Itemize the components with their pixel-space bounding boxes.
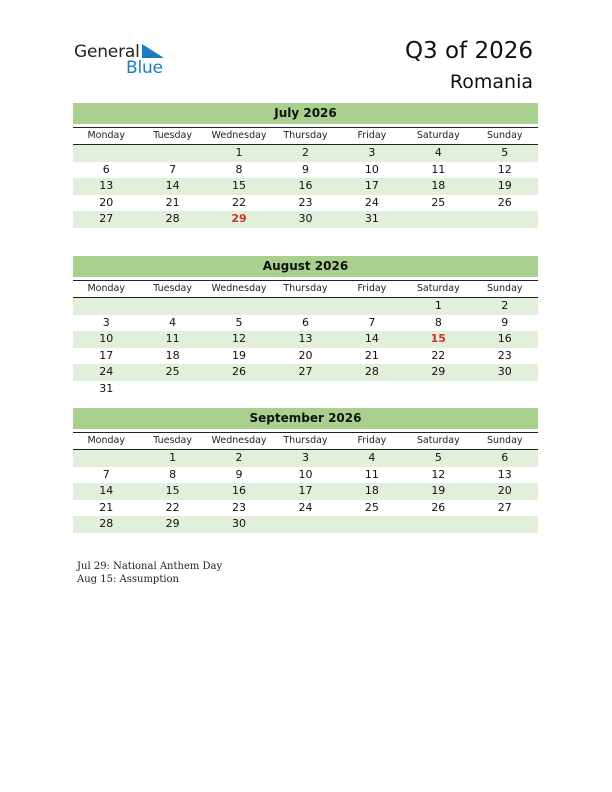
day-cell: 8 bbox=[169, 467, 177, 481]
day-cell bbox=[139, 145, 205, 162]
day-cell bbox=[139, 381, 205, 398]
month-calendar-july bbox=[73, 103, 538, 228]
week-row bbox=[73, 331, 538, 348]
logo-text-general: General bbox=[74, 42, 140, 62]
weekday-header-row bbox=[73, 127, 538, 145]
day-cell: 7 bbox=[368, 315, 376, 329]
weekday-label: Friday bbox=[357, 435, 387, 446]
logo-text-blue: Blue bbox=[126, 58, 163, 78]
day-cell: 25 bbox=[431, 195, 446, 209]
day-cell: 3 bbox=[102, 315, 110, 329]
day-cell: 16 bbox=[497, 332, 512, 345]
weekday-label: Wednesday bbox=[211, 435, 267, 446]
day-cell: 28 bbox=[99, 517, 114, 530]
weekday-label: Monday bbox=[87, 283, 125, 294]
week-row bbox=[73, 178, 538, 195]
weekday-header-row bbox=[73, 432, 538, 450]
day-cell: 6 bbox=[301, 315, 309, 329]
day-cell bbox=[272, 381, 338, 398]
weekday-label: Saturday bbox=[416, 283, 460, 294]
week-row bbox=[73, 364, 538, 381]
day-cell: 12 bbox=[497, 162, 512, 176]
day-cell: 24 bbox=[298, 500, 313, 514]
week-row bbox=[73, 381, 538, 398]
day-cell: 2 bbox=[301, 146, 309, 159]
weekday-label: Wednesday bbox=[211, 283, 267, 294]
day-cell: 7 bbox=[102, 467, 110, 481]
day-cell: 9 bbox=[301, 162, 309, 176]
day-cell: 2 bbox=[235, 451, 243, 464]
day-cell: 4 bbox=[169, 315, 177, 329]
week-row bbox=[73, 348, 538, 365]
day-cell: 17 bbox=[99, 348, 114, 362]
day-cell: 26 bbox=[431, 500, 446, 514]
day-cell: 18 bbox=[431, 179, 446, 192]
day-cell: 5 bbox=[501, 146, 509, 159]
day-cell: 17 bbox=[298, 484, 313, 497]
day-cell: 30 bbox=[497, 365, 512, 378]
day-cell bbox=[73, 145, 139, 162]
day-cell bbox=[272, 298, 338, 315]
day-cell: 3 bbox=[301, 451, 309, 464]
week-row bbox=[73, 298, 538, 315]
day-cell: 22 bbox=[232, 195, 247, 209]
month-calendar-september bbox=[73, 408, 538, 533]
month-calendar-august bbox=[73, 256, 538, 397]
weekday-label: Thursday bbox=[283, 283, 328, 294]
day-cell: 15 bbox=[232, 179, 247, 192]
day-cell: 11 bbox=[431, 162, 446, 176]
day-cell bbox=[339, 381, 405, 398]
day-cell bbox=[472, 381, 538, 398]
weekday-label: Sunday bbox=[486, 435, 523, 446]
day-cell: 21 bbox=[165, 195, 180, 209]
day-cell: 31 bbox=[364, 212, 379, 225]
week-row bbox=[73, 450, 538, 467]
day-cell: 25 bbox=[165, 365, 180, 378]
day-cell: 6 bbox=[102, 162, 110, 176]
day-cell: 9 bbox=[501, 315, 509, 329]
week-row bbox=[73, 195, 538, 212]
day-cell: 2 bbox=[501, 299, 509, 312]
day-cell bbox=[206, 381, 272, 398]
logo bbox=[74, 42, 174, 78]
day-cell: 10 bbox=[99, 332, 114, 345]
day-cell: 11 bbox=[165, 332, 180, 345]
day-cell: 24 bbox=[364, 195, 379, 209]
day-cell: 14 bbox=[99, 484, 114, 497]
day-cell: 1 bbox=[169, 451, 177, 464]
day-cell: 25 bbox=[364, 500, 379, 514]
day-cell: 27 bbox=[298, 365, 313, 378]
day-cell: 5 bbox=[235, 315, 243, 329]
day-cell: 24 bbox=[99, 365, 114, 378]
holiday-notes bbox=[77, 560, 222, 586]
weekday-label: Thursday bbox=[283, 130, 328, 141]
day-cell: 21 bbox=[364, 348, 379, 362]
day-cell: 4 bbox=[368, 451, 376, 464]
weekday-label: Wednesday bbox=[211, 130, 267, 141]
holiday-note: Jul 29: National Anthem Day bbox=[77, 561, 223, 572]
week-row bbox=[73, 516, 538, 533]
weekday-header-row bbox=[73, 280, 538, 298]
day-cell: 30 bbox=[298, 212, 313, 225]
day-cell: 5 bbox=[434, 451, 442, 464]
day-cell: 27 bbox=[99, 212, 114, 225]
logo-triangle-icon bbox=[142, 44, 164, 58]
day-cell bbox=[339, 298, 405, 315]
day-cell: 21 bbox=[99, 500, 114, 514]
week-row bbox=[73, 162, 538, 179]
day-cell: 10 bbox=[364, 162, 379, 176]
day-cell bbox=[73, 298, 139, 315]
day-cell: 1 bbox=[235, 146, 243, 159]
weekday-label: Sunday bbox=[486, 283, 523, 294]
week-row bbox=[73, 211, 538, 228]
day-cell bbox=[206, 298, 272, 315]
weekday-label: Monday bbox=[87, 435, 125, 446]
day-cell: 13 bbox=[298, 332, 313, 345]
month-title: September 2026 bbox=[73, 408, 538, 429]
week-row bbox=[73, 315, 538, 332]
day-cell: 7 bbox=[169, 162, 177, 176]
weekday-label: Thursday bbox=[283, 435, 328, 446]
day-cell: 16 bbox=[298, 179, 313, 192]
day-cell: 23 bbox=[232, 500, 247, 514]
day-cell: 15 bbox=[165, 484, 180, 497]
day-cell: 28 bbox=[165, 212, 180, 225]
day-cell bbox=[405, 211, 471, 228]
day-cell: 20 bbox=[99, 195, 114, 209]
week-row bbox=[73, 467, 538, 484]
weekday-label: Friday bbox=[357, 130, 387, 141]
weekday-label: Saturday bbox=[416, 435, 460, 446]
day-cell: 6 bbox=[501, 451, 509, 464]
day-cell: 8 bbox=[434, 315, 442, 329]
day-cell: 12 bbox=[431, 467, 446, 481]
day-cell: 23 bbox=[497, 348, 512, 362]
day-cell: 16 bbox=[232, 484, 247, 497]
week-row bbox=[73, 145, 538, 162]
day-cell bbox=[339, 516, 405, 533]
country-name: Romania bbox=[449, 71, 533, 93]
day-cell: 10 bbox=[298, 467, 313, 481]
day-cell bbox=[405, 516, 471, 533]
day-cell: 26 bbox=[497, 195, 512, 209]
day-cell: 19 bbox=[497, 179, 512, 192]
day-cell: 27 bbox=[497, 500, 512, 514]
day-cell: 18 bbox=[364, 484, 379, 497]
week-row bbox=[73, 483, 538, 500]
weekday-label: Saturday bbox=[416, 130, 460, 141]
month-title: August 2026 bbox=[73, 256, 538, 277]
weekday-label: Friday bbox=[357, 283, 387, 294]
day-cell: 13 bbox=[99, 179, 114, 192]
weekday-label: Monday bbox=[87, 130, 125, 141]
day-cell bbox=[139, 298, 205, 315]
day-cell: 22 bbox=[431, 348, 446, 362]
day-cell: 26 bbox=[232, 365, 247, 378]
day-cell: 28 bbox=[364, 365, 379, 378]
day-cell: 20 bbox=[298, 348, 313, 362]
week-row bbox=[73, 500, 538, 517]
day-cell: 19 bbox=[232, 348, 247, 362]
day-cell: 19 bbox=[431, 484, 446, 497]
day-cell: 12 bbox=[232, 332, 247, 345]
day-cell bbox=[405, 381, 471, 398]
day-cell bbox=[472, 516, 538, 533]
day-cell: 13 bbox=[497, 467, 512, 481]
weekday-label: Sunday bbox=[486, 130, 523, 141]
day-cell: 31 bbox=[99, 381, 114, 395]
page-title: Q3 of 2026 bbox=[404, 38, 533, 64]
day-cell: 11 bbox=[364, 467, 379, 481]
day-cell: 30 bbox=[232, 517, 247, 530]
day-cell: 4 bbox=[434, 146, 442, 159]
day-cell: 20 bbox=[497, 484, 512, 497]
day-cell: 3 bbox=[368, 146, 376, 159]
day-cell bbox=[272, 516, 338, 533]
day-cell: 29 bbox=[165, 517, 180, 530]
holiday-day-cell: 15 bbox=[430, 332, 446, 345]
day-cell: 23 bbox=[298, 195, 313, 209]
month-title: July 2026 bbox=[73, 103, 538, 124]
day-cell bbox=[472, 211, 538, 228]
day-cell: 22 bbox=[165, 500, 180, 514]
weekday-label: Tuesday bbox=[153, 435, 192, 446]
holiday-day-cell: 29 bbox=[231, 212, 247, 225]
day-cell: 8 bbox=[235, 162, 243, 176]
day-cell: 17 bbox=[364, 179, 379, 192]
day-cell: 18 bbox=[165, 348, 180, 362]
weekday-label: Tuesday bbox=[153, 130, 192, 141]
day-cell: 14 bbox=[165, 179, 180, 192]
weekday-label: Tuesday bbox=[153, 283, 192, 294]
day-cell: 1 bbox=[434, 299, 442, 312]
holiday-note: Aug 15: Assumption bbox=[77, 574, 180, 585]
day-cell: 9 bbox=[235, 467, 243, 481]
day-cell bbox=[73, 450, 139, 467]
day-cell: 14 bbox=[364, 332, 379, 345]
day-cell: 29 bbox=[431, 365, 446, 378]
